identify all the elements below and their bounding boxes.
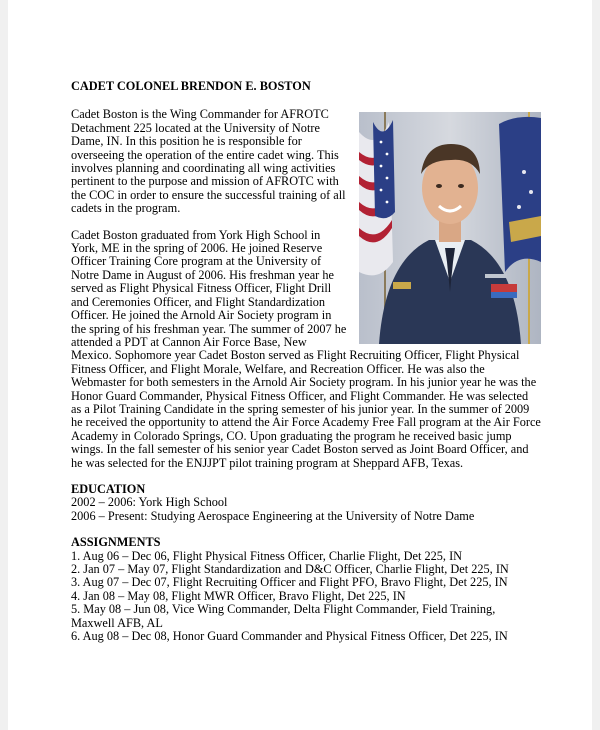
assignments-list bbox=[71, 550, 541, 644]
list-item: 1. Aug 06 – Dec 06, Flight Physical Fitness Officer, Charlie Flight, Det 225, IN bbox=[71, 548, 463, 563]
portrait-photo bbox=[359, 112, 541, 344]
education-heading: EDUCATION bbox=[71, 481, 146, 496]
bio-content bbox=[71, 80, 541, 656]
list-item: 6. Aug 08 – Dec 08, Honor Guard Commander and Physical Fitness Officer, Det 225, IN bbox=[71, 629, 508, 644]
assignments-heading: ASSIGNMENTS bbox=[71, 535, 161, 550]
bio-paragraph-1: Cadet Boston is the Wing Commander for AFROTC Detachment 225 located at the University of Notre Dame, IN. In this position he is responsible for overseeing the operation of the entire cadet wing. This involves planning and coordinating all wing activities pertinent to the purpose and mission of AFROTC with the COC in order to ensure the successful training of all cadets in the program. bbox=[71, 107, 346, 216]
list-item: 5. May 08 – Jun 08, Vice Wing Commander, Delta Flight Commander, Field Training, Maxwell AFB, AL bbox=[71, 602, 496, 630]
list-item: 3. Aug 07 – Dec 07, Flight Recruiting Officer and Flight PFO, Bravo Flight, Det 225, IN bbox=[71, 575, 508, 590]
portrait-illustration bbox=[359, 112, 541, 344]
list-item: 2006 – Present: Studying Aerospace Engineering at the University of Notre Dame bbox=[71, 508, 475, 523]
list-item: 2. Jan 07 – May 07, Flight Standardization and D&C Officer, Charlie Flight, Det 225, IN bbox=[71, 562, 509, 576]
list-item: 4. Jan 08 – May 08, Flight MWR Officer, Bravo Flight, Det 225, IN bbox=[71, 588, 406, 603]
bio-paragraph-2: Cadet Boston graduated from York High School in York, ME in the spring of 2006. He joined Reserve Officer Training Core program at the University of Notre Dame in August of 2006. His freshman year he served as Flight Physical Fitness Officer, Flight Drill and Ceremonies Officer, and Flight Standardization Officer. He joined the Arnold Air Society program in the spring of his freshman year. The summer of 2007 he attended a PDT at Cannon Air Force Base, New Mexico. Sophomore year Cadet Boston served as Flight Recruiting Officer, Flight Physical Fitness Officer, and Flight Morale, Welfare, and Recreation Officer. He was also the Webmaster for both semesters in the Arnold Air Society program. In his junior year he was the Honor Guard Commander, Physical Fitness Officer, and Flight Commander. He was selected as a Pilot Training Candidate in the spring semester of his junior year. In the summer of 2009 he received the opportunity to attend the Air Force Academy Free Fall program at the Air Force Academy in Colorado Springs, CO. Upon graduating the program he received basic jump wings. In the fall semester of his senior year Cadet Boston served as Joint Board Officer, and he was selected for the ENJJPT pilot training program at Sheppard AFB, Texas. bbox=[71, 227, 541, 470]
page-title: CADET COLONEL BRENDON E. BOSTON bbox=[71, 79, 311, 93]
education-list bbox=[71, 496, 541, 523]
document-page bbox=[8, 0, 592, 730]
list-item: 2002 – 2006: York High School bbox=[71, 495, 228, 510]
